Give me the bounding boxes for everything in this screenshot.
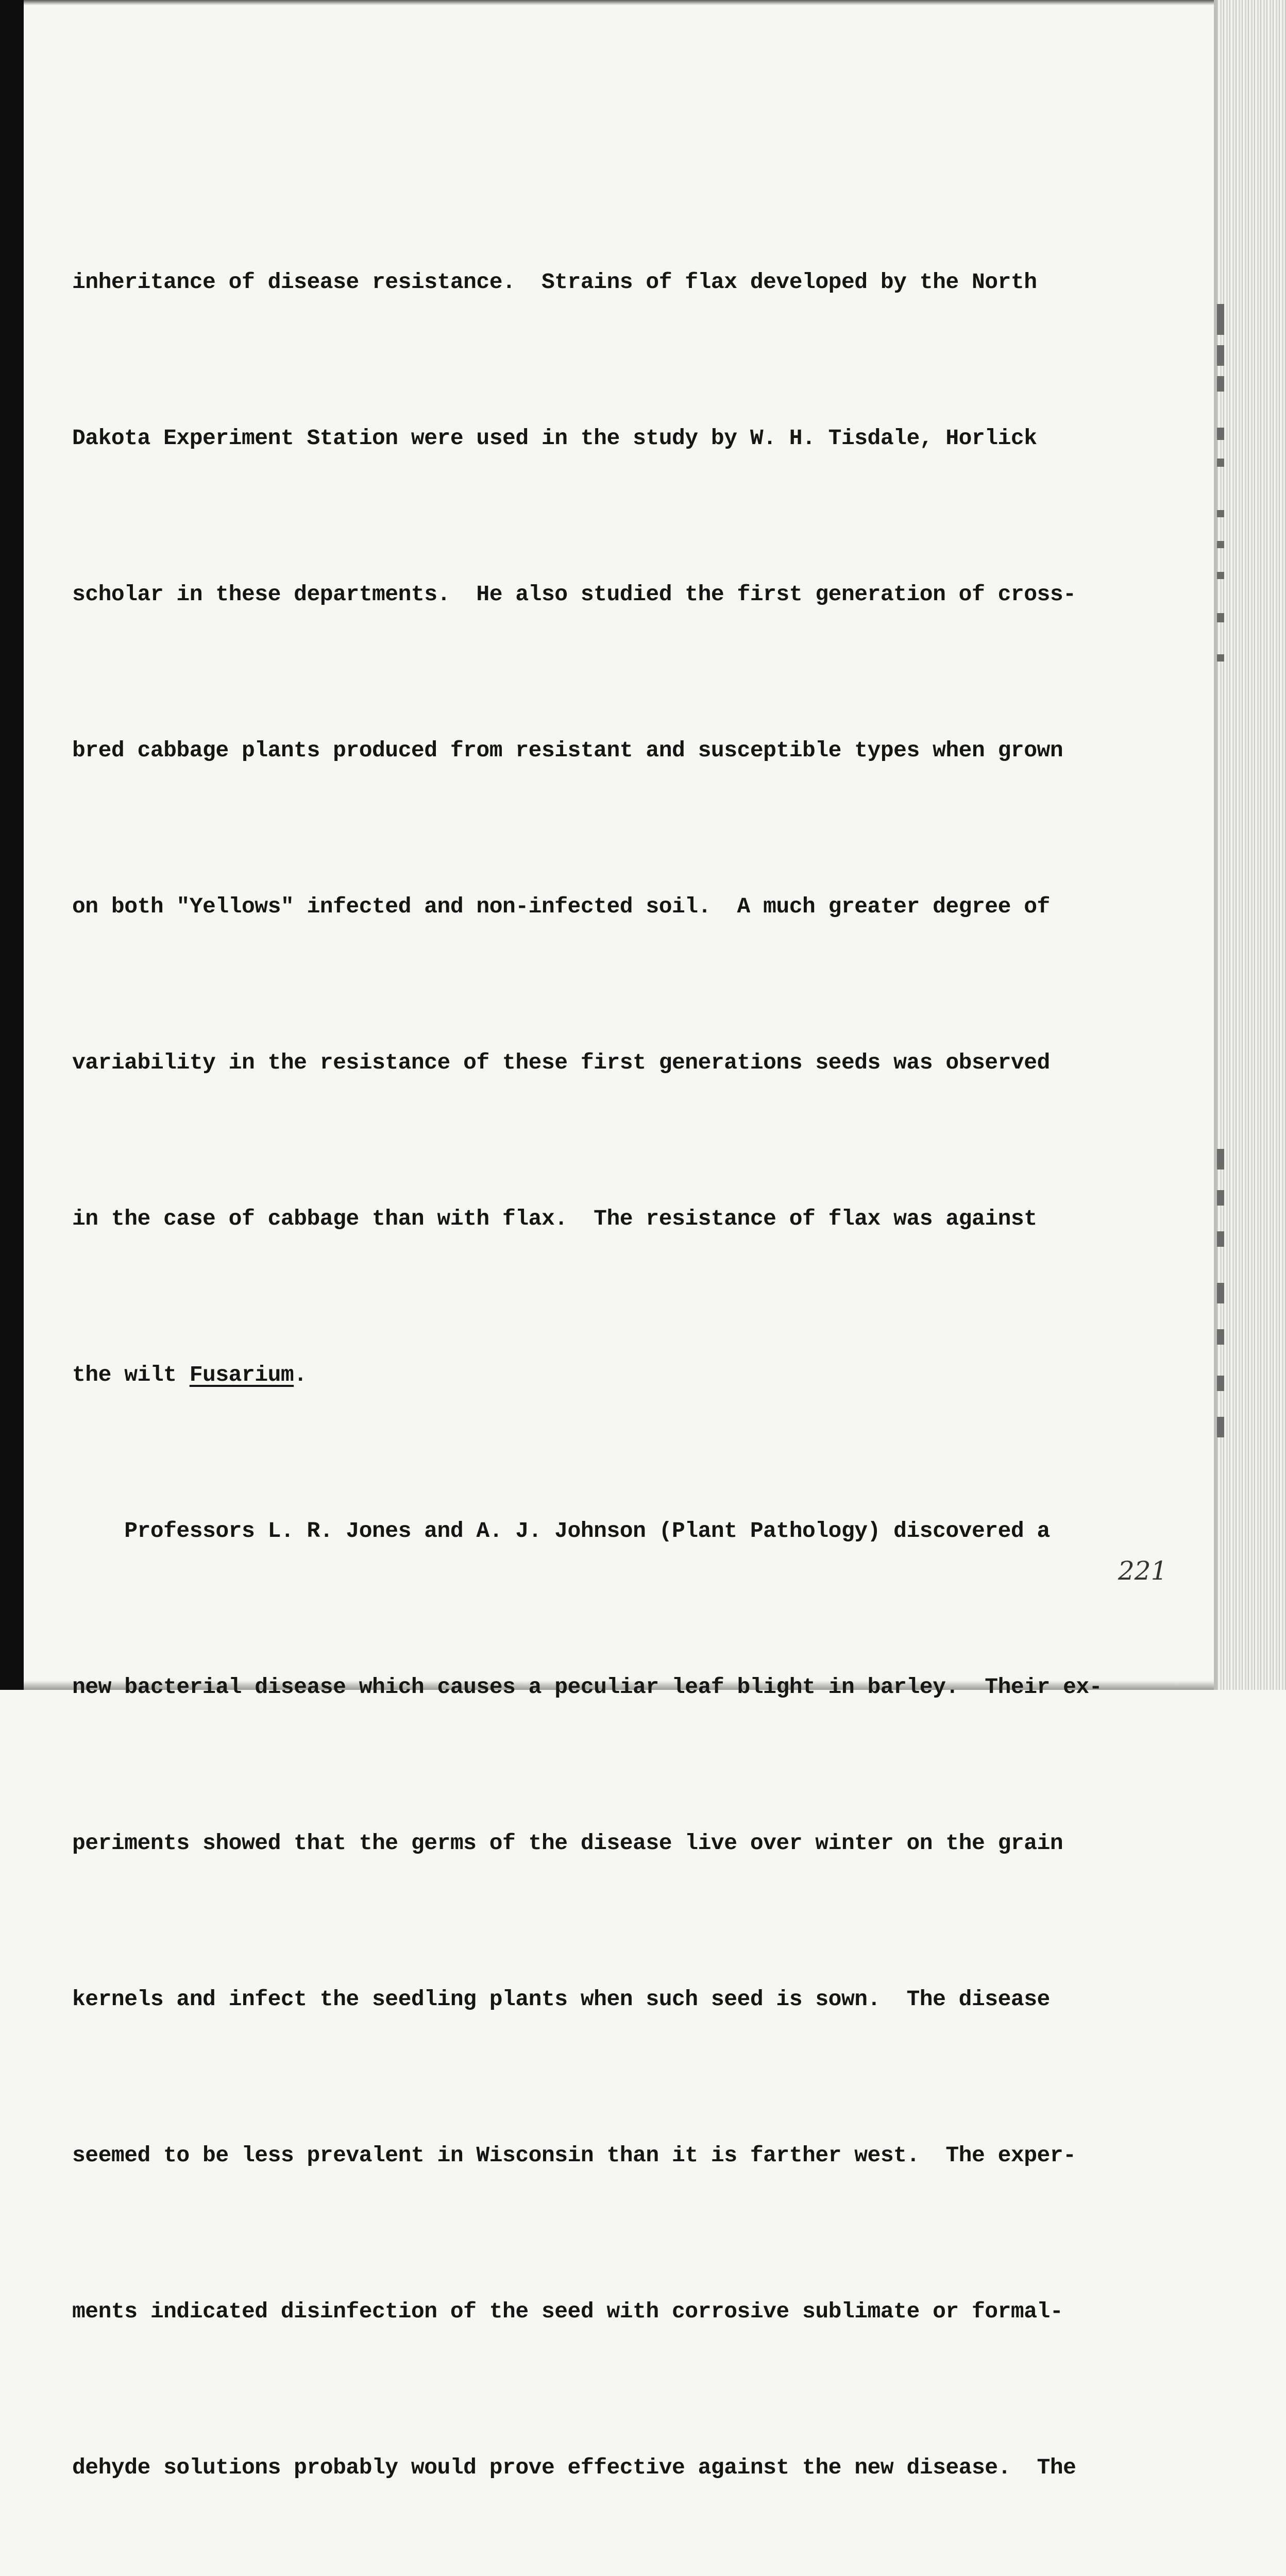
- margin-scan-marks: [1215, 304, 1236, 1489]
- text-line: periments showed that the germs of the disease live over winter on the grain: [72, 1831, 1063, 1856]
- text-line: scholar in these departments. He also studied the first generation of cross-: [72, 582, 1076, 607]
- text-line: inheritance of disease resistance. Strains of flax developed by the North: [72, 269, 1037, 295]
- text-line: dehyde solutions probably would prove effective against the new disease. The: [72, 2455, 1076, 2480]
- scan-left-border: [0, 0, 24, 1690]
- text-line: bred cabbage plants produced from resistant and susceptible types when grown: [72, 738, 1063, 763]
- text-line: ments indicated disinfection of the seed with corrosive sublimate or formal-: [72, 2299, 1063, 2324]
- text-line: on both "Yellows" infected and non-infected soil. A much greater degree of: [72, 894, 1050, 919]
- paragraph-start: Professors L. R. Jones and A. J. Johnson (Plant Pathology) discovered a: [72, 1518, 1050, 1544]
- document-body: [72, 152, 1103, 2576]
- text-line: kernels and infect the seedling plants when such seed is sown. The disease: [72, 1987, 1050, 2012]
- text-line: Dakota Experiment Station were used in the study by W. H. Tisdale, Horlick: [72, 426, 1037, 451]
- text-line: variability in the resistance of these first generations seeds was observed: [72, 1050, 1050, 1075]
- fusarium-term: Fusarium: [189, 1362, 294, 1387]
- text-line: seemed to be less prevalent in Wisconsin than it is farther west. The exper-: [72, 2143, 1076, 2168]
- text-line: in the case of cabbage than with flax. The resistance of flax was against: [72, 1206, 1037, 1231]
- wilt-suffix: .: [294, 1362, 307, 1387]
- scan-top-shadow: [24, 0, 1214, 5]
- page-number: 221: [1118, 1556, 1167, 1586]
- wilt-prefix: the wilt: [72, 1362, 190, 1387]
- text-line-wilt: [72, 1349, 1103, 1401]
- text-line: new bacterial disease which causes a peculiar leaf blight in barley. Their ex-: [72, 1674, 1103, 1700]
